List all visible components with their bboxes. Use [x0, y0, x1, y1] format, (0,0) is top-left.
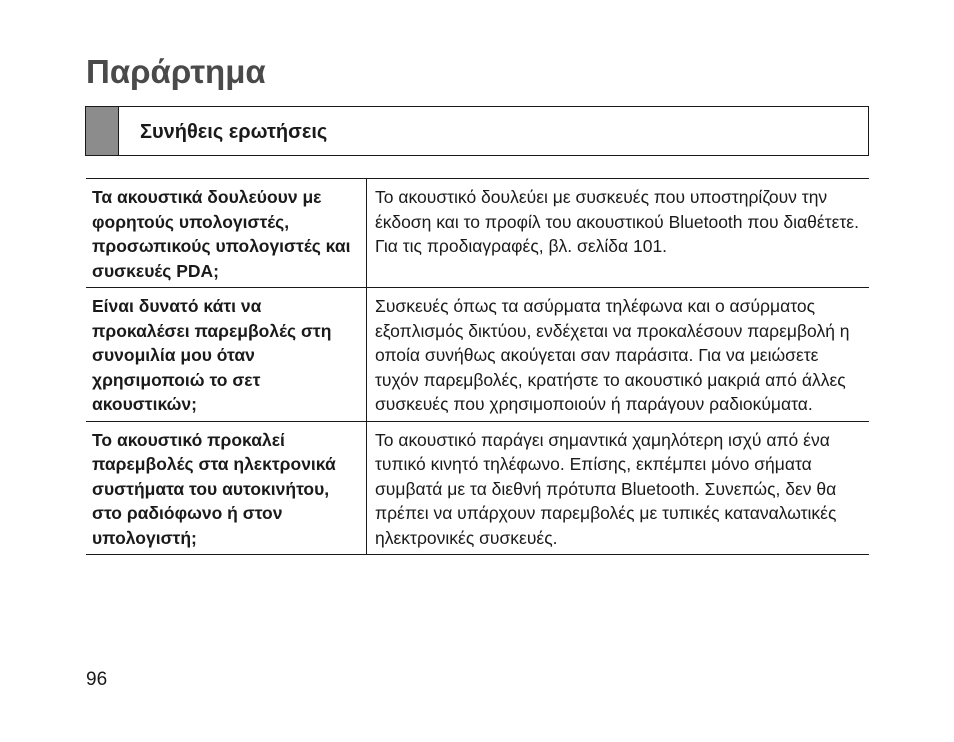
section-marker: [86, 107, 119, 155]
faq-answer: Το ακουστικό δουλεύει με συσκευές που υποστηρίζουν την έκδοση και το προφίλ του ακουστικού Bluetooth που διαθέτετε. Για τις προδιαγραφές, βλ. σελίδα 101.: [375, 187, 859, 256]
table-row: [86, 421, 869, 555]
page-title: Παράρτημα: [86, 53, 266, 90]
section-header: [85, 106, 869, 156]
table-row: [86, 288, 869, 422]
faq-answer: Συσκευές όπως τα ασύρματα τηλέφωνα και ο ασύρματος εξοπλισμός δικτύου, ενδέχεται να προκαλέσουν παρεμβολή η οποία συνήθως ακούγεται σαν παράσιτα. Για να μειώσετε τυχόν παρεμβολές, κρατήστε το ακουστικό μακριά από άλλες συσκευές που χρησιμοποιούν ή παράγουν ραδιοκύματα.: [375, 296, 850, 414]
faq-question: Είναι δυνατό κάτι να προκαλέσει παρεμβολές στη συνομιλία μου όταν χρησιμοποιώ το σετ ακουστικών;: [86, 288, 367, 422]
faq-question: Τα ακουστικά δουλεύουν με φορητούς υπολογιστές, προσωπικούς υπολογιστές και συσκευές PDA;: [86, 179, 367, 288]
page-number: 96: [86, 669, 108, 690]
faq-answer: Το ακουστικό παράγει σημαντικά χαμηλότερη ισχύ από ένα τυπικό κινητό τηλέφωνο. Επίσης, εκπέμπει μόνο σήματα συμβατά με τα διεθνή πρότυπα Bluetooth. Συνεπώς, δεν θα πρέπει να υπάρχουν παρεμβολές με τυπικές καταναλωτικές ηλεκτρονικές συσκευές.: [375, 429, 837, 548]
faq-table: [86, 178, 869, 555]
table-row: [86, 179, 869, 288]
faq-question: Το ακουστικό προκαλεί παρεμβολές στα ηλεκτρονικά συστήματα του αυτοκινήτου, στο ραδιόφωνο ή στον υπολογιστή;: [86, 421, 367, 555]
section-title: Συνήθεις ερωτήσεις: [140, 120, 328, 143]
